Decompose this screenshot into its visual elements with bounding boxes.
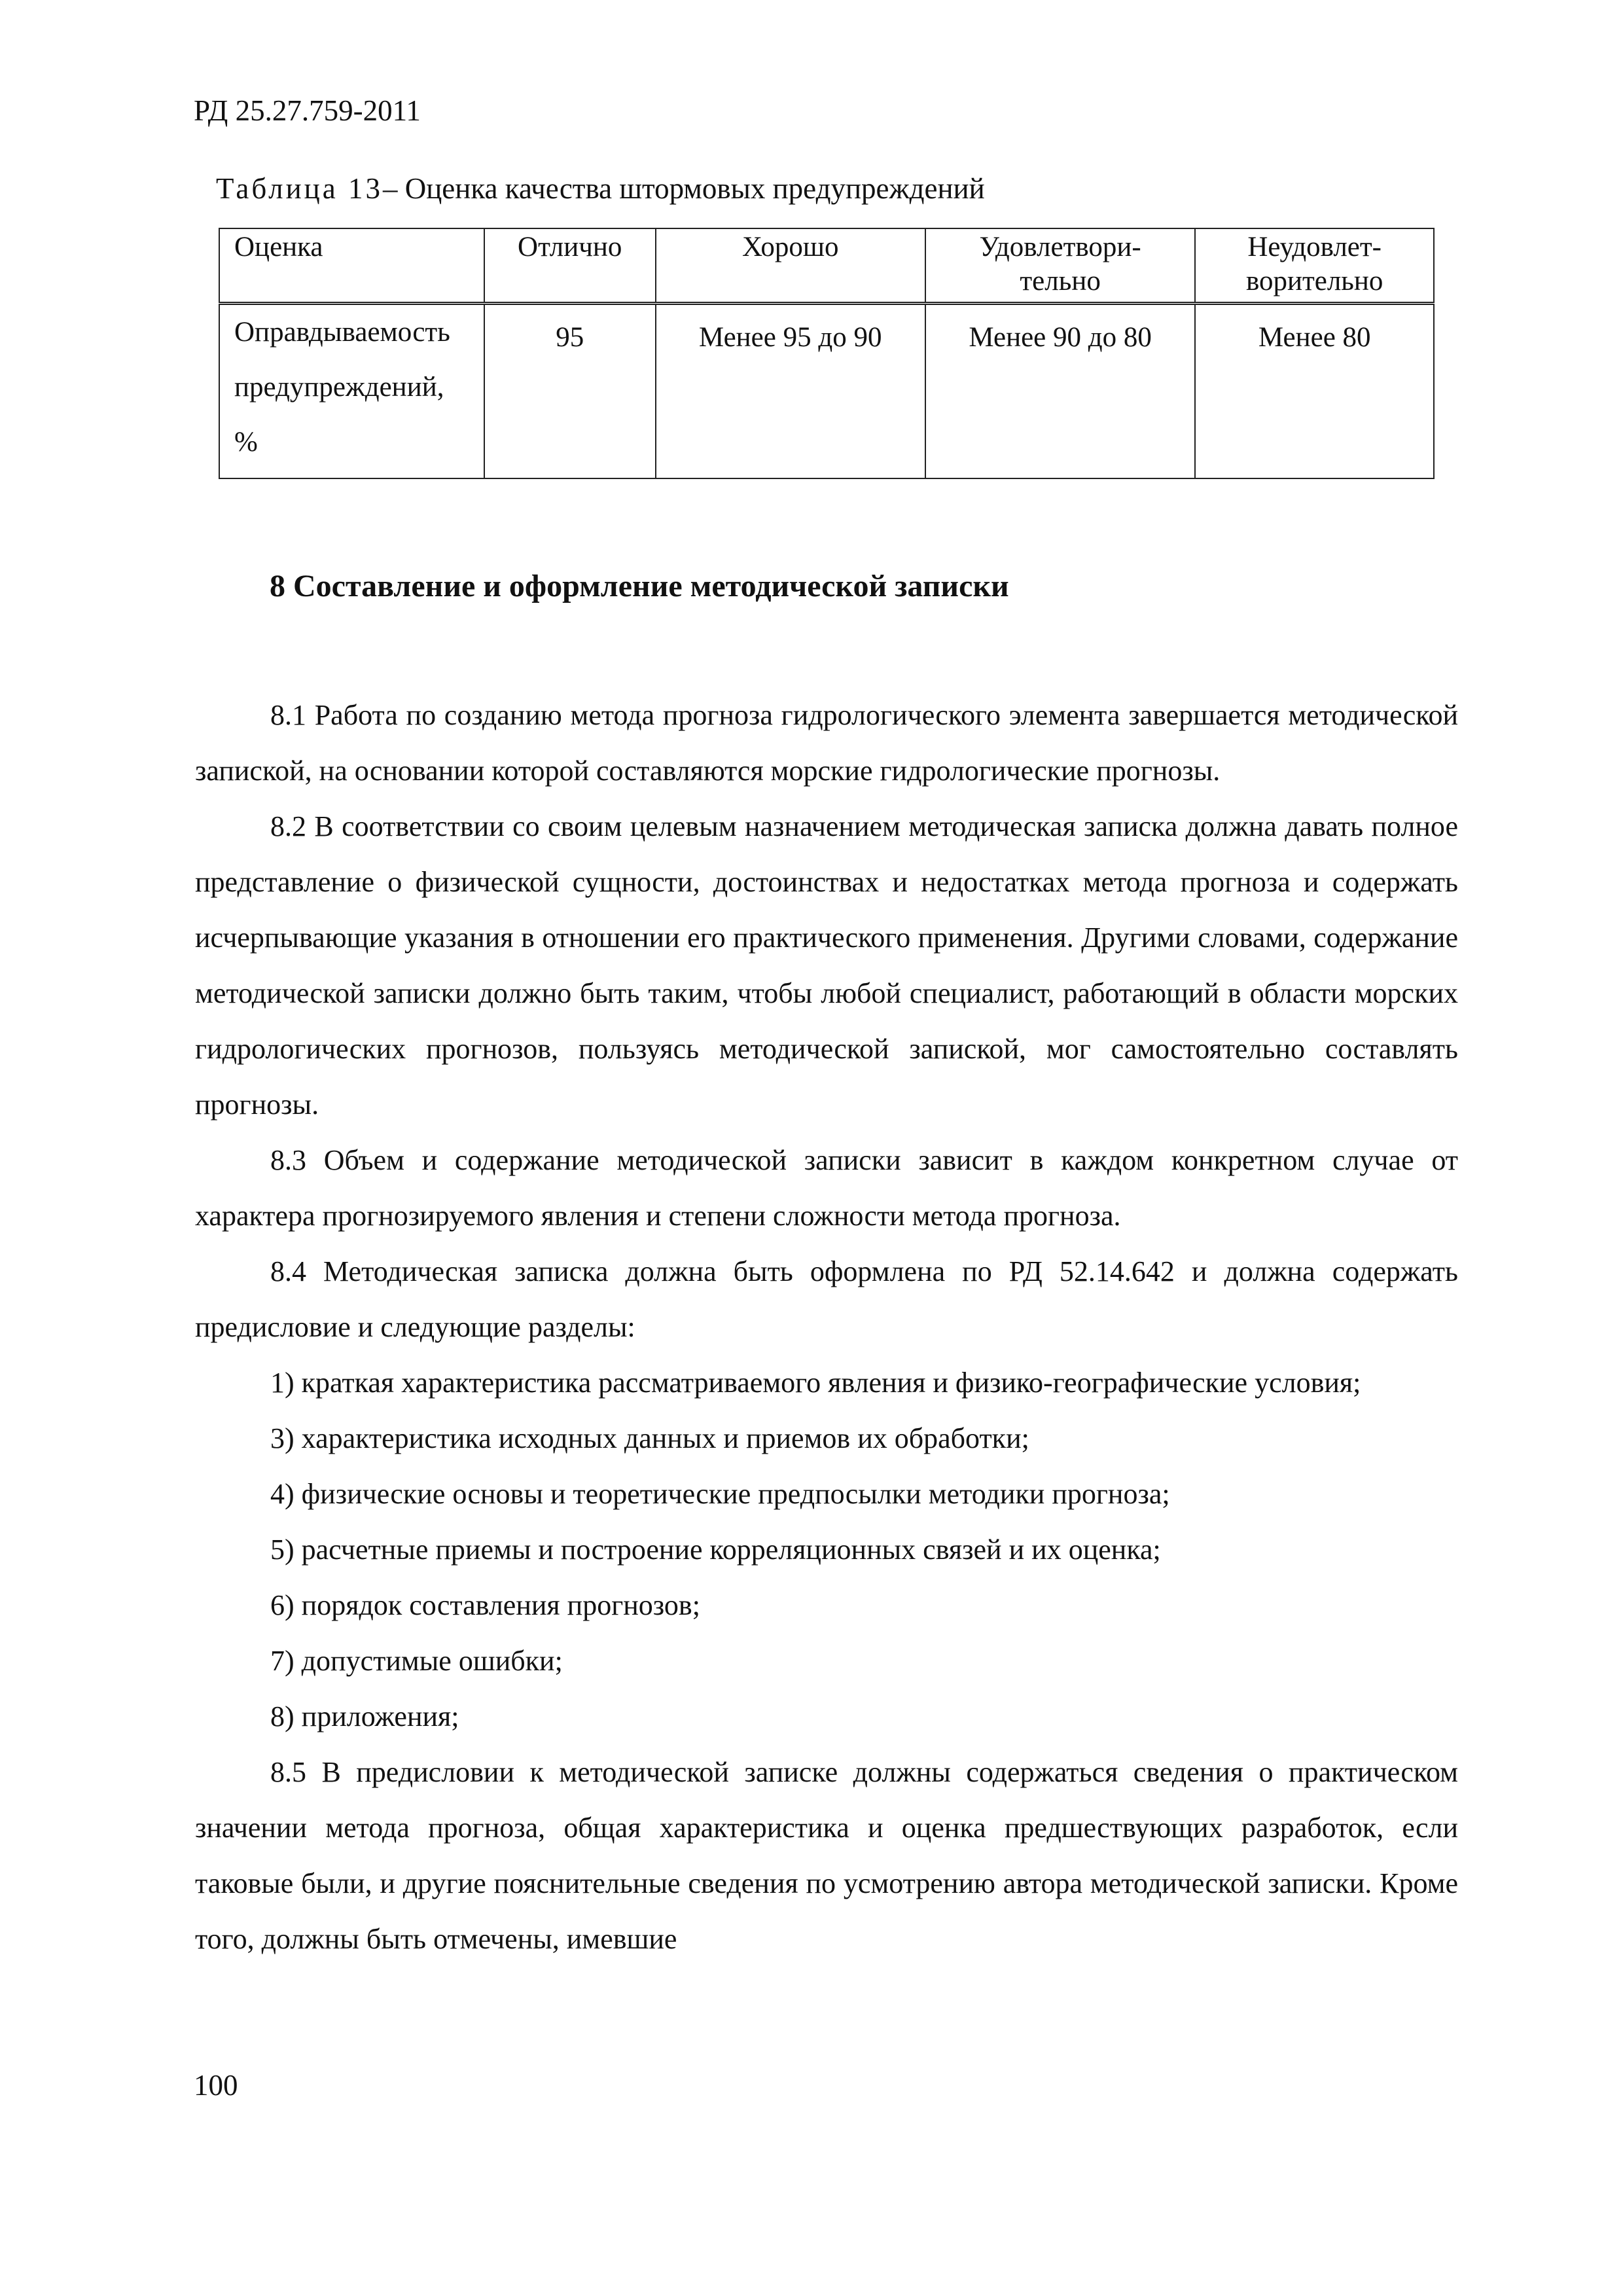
table-header-cell: Оценка: [219, 228, 484, 304]
table-cell: Оправдываемость предупреждений, %: [219, 304, 484, 479]
list-item: 1) краткая характеристика рассматриваемого явления и физико-географические условия;: [270, 1367, 1361, 1399]
table-row: [219, 304, 1434, 479]
list-item: 6) порядок составления прогнозов;: [270, 1589, 700, 1621]
table-cell: Менее 80: [1195, 304, 1434, 479]
document-code: РД 25.27.759-2011: [194, 94, 421, 127]
paragraph: 8.3 Объем и содержание методической записки зависит в каждом конкретном случае от характера прогнозируемого явления и степени сложности метода прогноза.: [195, 1144, 1458, 1232]
table-header-cell: Отлично: [484, 228, 656, 304]
paragraph: 8.4 Методическая записка должна быть оформлена по РД 52.14.642 и должна содержать предисловие и следующие разделы:: [195, 1255, 1458, 1343]
table-caption-text: – Оценка качества штормовых предупреждений: [382, 172, 985, 205]
table-cell: Менее 95 до 90: [656, 304, 925, 479]
paragraph: 8.2 В соответствии со своим целевым назначением методическая записка должна давать полное представление о физической сущности, достоинствах и недостатках метода прогноза и содержать исчерпывающие указания в отношении его практического применения. Другими словами, содержание методической записки должно быть таким, чтобы любой специалист, работающий в области морских гидрологических прогнозов, пользуясь методической запиской, мог самостоятельно составлять прогнозы.: [195, 810, 1458, 1121]
table-header-row: [219, 228, 1434, 304]
list-item: 7) допустимые ошибки;: [270, 1645, 563, 1677]
page-number: 100: [194, 2069, 238, 2102]
table-caption-label: Таблица 13: [216, 172, 383, 205]
list-item: 4) физические основы и теоретические предпосылки методики прогноза;: [270, 1478, 1170, 1510]
table-header-cell: Неудовлет- ворительно: [1195, 228, 1434, 304]
paragraph: 8.1 Работа по созданию метода прогноза гидрологического элемента завершается методической запиской, на основании которой составляются морские гидрологические прогнозы.: [195, 699, 1458, 787]
section-title: 8 Составление и оформление методической записки: [270, 569, 1009, 603]
list-item: 5) расчетные приемы и построение корреляционных связей и их оценка;: [270, 1534, 1161, 1566]
table-header-cell: Удовлетвори- тельно: [925, 228, 1196, 304]
storm-warning-grade-table: [219, 228, 1435, 479]
paragraph: 8.5 В предисловии к методической записке должны содержаться сведения о практическом значении метода прогноза, общая характеристика и оценка предшествующих разработок, если таковые были, и другие пояснительные сведения по усмотрению автора методической записки. Кроме того, должны быть отмечены, имевшие: [195, 1756, 1458, 1955]
table-caption: [216, 171, 985, 206]
body-text: [195, 687, 1458, 1967]
list-item: 8) приложения;: [270, 1700, 459, 1732]
table-cell: Менее 90 до 80: [925, 304, 1196, 479]
table-cell: 95: [484, 304, 656, 479]
list-item: 3) характеристика исходных данных и приемов их обработки;: [270, 1422, 1029, 1454]
table-header-cell: Хорошо: [656, 228, 925, 304]
